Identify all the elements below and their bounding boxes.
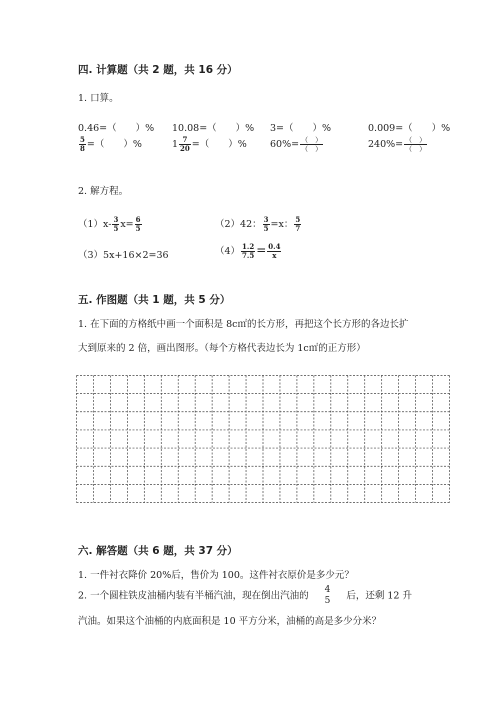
- equation-4: （4） $\frac{1.2}{7.5}$ = $\frac{0.4}{x}$: [215, 242, 281, 260]
- question-2-label: 2. 解方程。: [78, 186, 129, 197]
- fraction: $\frac{5}{8}$: [80, 135, 85, 153]
- equation-3: （3）5x+16×2=36: [78, 250, 169, 261]
- fraction: $\frac{( )}{( )}$: [301, 136, 323, 153]
- fraction: $\frac{5}{7}$: [295, 215, 301, 233]
- word-problem-2-line-2: 汽油。如果这个油桶的内底面积是 10 平方分米，油桶的高是多少分米？: [78, 616, 382, 627]
- equation-2: （2）42： $\frac{3}{5}$ =x： $\frac{5}{7}$: [215, 215, 301, 233]
- section-6-title: 六. 解答题（共 6 题，共 37 分）: [78, 545, 238, 557]
- fraction: $\frac{0.4}{x}$: [268, 242, 281, 260]
- oral-calc-8: 240%= $\frac{( )}{( )}$: [368, 136, 427, 153]
- oral-calc-1: 0.46=（ ）%: [78, 123, 155, 134]
- oral-calc-7: 60%= $\frac{( )}{( )}$: [270, 136, 323, 153]
- fraction: $\frac{1.2}{7.5}$: [242, 242, 255, 260]
- fraction: $\frac{3}{5}$: [263, 215, 269, 233]
- equation-1: （1）x- $\frac{3}{5}$ x= $\frac{6}{5}$: [78, 215, 141, 233]
- oral-calc-6: 1 $\frac{7}{20}$ =（ ）%: [172, 135, 247, 153]
- drawing-question-line-1: 1. 在下面的方格纸中画一个面积是 8c㎡的长方形，再把这个长方形的各边长扩: [78, 319, 409, 330]
- question-1-label: 1. 口算。: [78, 93, 119, 104]
- drawing-question-line-2: 大到原来的 2 倍，画出图形。（每个方格代表边长为 1c㎡的正方形）: [78, 343, 366, 354]
- fraction: $\frac{( )}{( )}$: [405, 136, 427, 153]
- section-4-title: 四. 计算题（共 2 题，共 16 分）: [78, 64, 238, 76]
- section-5-title: 五. 作图题（共 1 题，共 5 分）: [78, 294, 231, 306]
- oral-calc-5: $\frac{5}{8}$ =（ ）%: [80, 135, 142, 153]
- oral-calc-3: 3=（ ）%: [270, 123, 332, 134]
- fraction: $\frac{7}{20}$: [180, 135, 190, 153]
- graph-paper-grid: [76, 375, 450, 503]
- word-problem-2: 2. 一个圆柱铁皮油桶内装有半桶汽油，现在倒出汽油的 4 5 后，还剩 12 升: [78, 585, 412, 606]
- oral-calc-4: 0.009=（ ）%: [368, 123, 451, 134]
- fraction: $\frac{3}{5}$: [113, 215, 119, 233]
- grid-lines: [76, 375, 450, 503]
- fraction: 4 5: [324, 585, 331, 606]
- oral-calc-2: 10.08=（ ）%: [172, 123, 255, 134]
- word-problem-1: 1. 一件衬衣降价 20%后，售价为 100。这件衬衣原价是多少元？: [78, 570, 354, 581]
- fraction: $\frac{6}{5}$: [135, 215, 141, 233]
